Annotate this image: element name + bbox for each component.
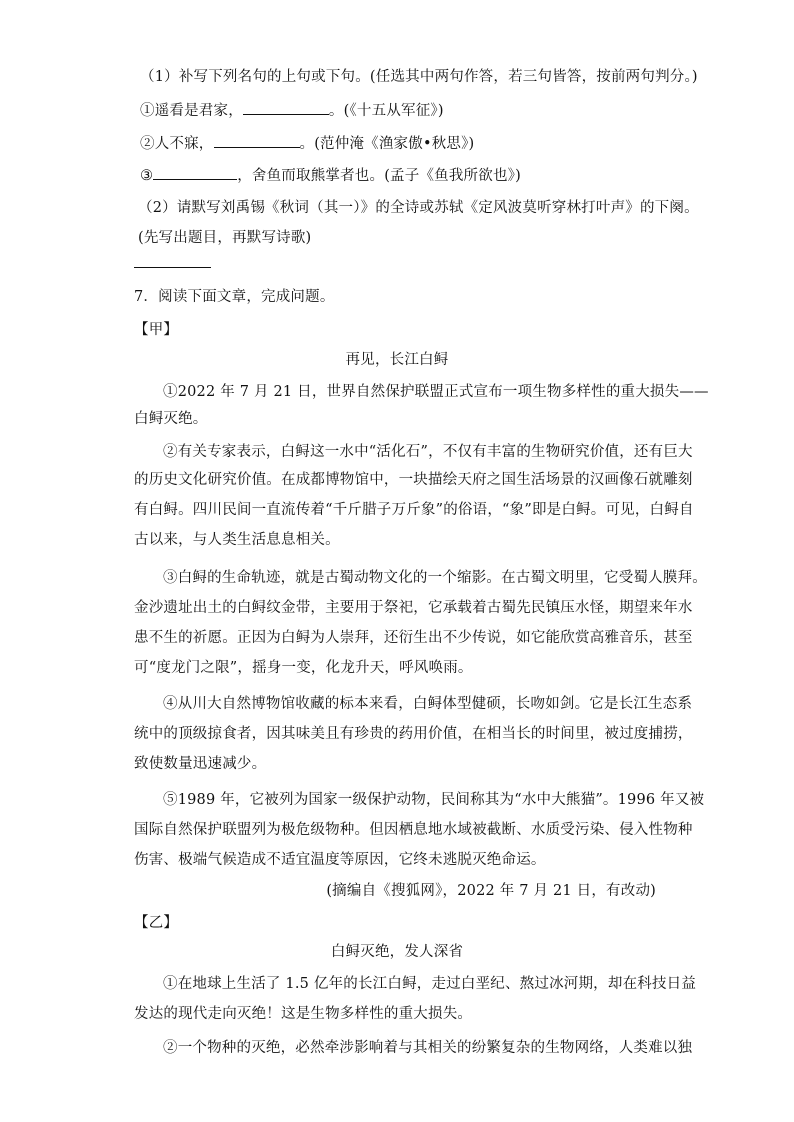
q6-part1-instruction: （1）补写下列名句的上句或下句。(任选其中两句作答，若三句皆答，按前两句判分。) bbox=[140, 69, 698, 85]
q6-item2-post: 。(范仲淹《渔家傲•秋思》) bbox=[299, 136, 475, 152]
answer-blank-3[interactable] bbox=[153, 165, 237, 180]
passage-yi-title: 白鲟灭绝，发人深省 bbox=[330, 944, 464, 960]
q6-item1-pre: ①遥看是君家， bbox=[140, 103, 243, 119]
jia-p3-line: 金沙遗址出土的白鲟纹金带，主要用于祭祀，它承载着古蜀先民镇压水怪，期望来年水 bbox=[134, 600, 693, 616]
yi-p2-line: ②一个物种的灭绝，必然牵涉影响着与其相关的纷繁复杂的生物网络，人类难以独 bbox=[163, 1040, 693, 1056]
answer-blank-2[interactable] bbox=[214, 133, 300, 148]
jia-source: (摘编自《搜狐网》，2022 年 7 月 21 日，有改动) bbox=[326, 883, 656, 899]
jia-p1-line: ①2022 年 7 月 21 日，世界自然保护联盟正式宣布一项生物多样性的重大损失—— bbox=[163, 384, 709, 400]
q6-item3 bbox=[140, 165, 521, 186]
jia-p5-line: ⑤1989 年，它被列为国家一级保护动物，民间称其为“水中大熊猫”。1996 年又被 bbox=[163, 792, 705, 808]
answer-blank-1[interactable] bbox=[243, 100, 329, 115]
q6-item2-pre: ②人不寐， bbox=[140, 136, 214, 152]
jia-p4-line: 统中的顶级掠食者，因其味美且有珍贵的药用价值，在相当长的时间里，被过度捕捞， bbox=[134, 726, 693, 742]
q6-part2-line1: （2）请默写刘禹锡《秋词（其一）》的全诗或苏轼《定风波莫听穿林打叶声》的下阕。 bbox=[138, 200, 699, 216]
q6-part2-line2: (先写出题目，再默写诗歌) bbox=[138, 230, 312, 246]
jia-p2-line: 有白鲟。四川民间一直流传着“千斤腊子万斤象”的俗语，“象”即是白鲟。可见，白鲟自 bbox=[134, 502, 694, 518]
jia-p4-line: ④从川大自然博物馆收藏的标本来看，白鲟体型健硕，长吻如剑。它是长江生态系 bbox=[163, 696, 693, 712]
answer-line[interactable] bbox=[134, 267, 211, 268]
q6-item3-pre: ③ bbox=[140, 168, 154, 184]
passage-yi-label: 【乙】 bbox=[134, 915, 179, 931]
jia-p5-line: 国际自然保护联盟列为极危级物种。但因栖息地水域被截断、水质受污染、侵入性物种 bbox=[134, 822, 693, 838]
yi-p1-line: ①在地球上生活了 1.5 亿年的长江白鲟，走过白垩纪、熬过冰河期，却在科技日益 bbox=[163, 976, 697, 992]
jia-p5-line: 伤害、极端气候造成不适宜温度等原因，它终未逃脱灭绝命运。 bbox=[134, 852, 546, 868]
jia-p3-line: 患不生的祈愿。正因为白鲟为人崇拜，还衍生出不少传说，如它能欣赏高雅音乐，甚至 bbox=[134, 630, 693, 646]
jia-p3-line: ③白鲟的生命轨迹，就是古蜀动物文化的一个缩影。在古蜀文明里，它受蜀人膜拜。 bbox=[163, 570, 707, 586]
q6-item3-post: ，舍鱼而取熊掌者也。(孟子《鱼我所欲也》) bbox=[237, 168, 521, 184]
passage-jia-label: 【甲】 bbox=[134, 322, 179, 338]
jia-p2-line: 的历史文化研究价值。在成都博物馆中，一块描绘天府之国生活场景的汉画像石就雕刻 bbox=[134, 472, 693, 488]
q6-item1-post: 。(《十五从军征》) bbox=[328, 103, 444, 119]
q6-item2 bbox=[140, 133, 474, 154]
jia-p1-line: 白鲟灭绝。 bbox=[134, 411, 208, 427]
jia-p3-line: 可“度龙门之限”，摇身一变，化龙升天，呼风唤雨。 bbox=[134, 660, 473, 676]
jia-p2-line: 古以来，与人类生活息息相关。 bbox=[134, 532, 340, 548]
passage-jia-title: 再见，长江白鲟 bbox=[345, 352, 449, 368]
yi-p1-line: 发达的现代走向灭绝！这是生物多样性的重大损失。 bbox=[134, 1006, 473, 1022]
jia-p4-line: 致使数量迅速减少。 bbox=[134, 756, 267, 772]
q6-item1 bbox=[140, 100, 444, 121]
q7-heading: 7．阅读下面文章，完成问题。 bbox=[134, 289, 335, 305]
jia-p2-line: ②有关专家表示，白鲟这一水中“活化石”，不仅有丰富的生物研究价值，还有巨大 bbox=[163, 444, 693, 460]
